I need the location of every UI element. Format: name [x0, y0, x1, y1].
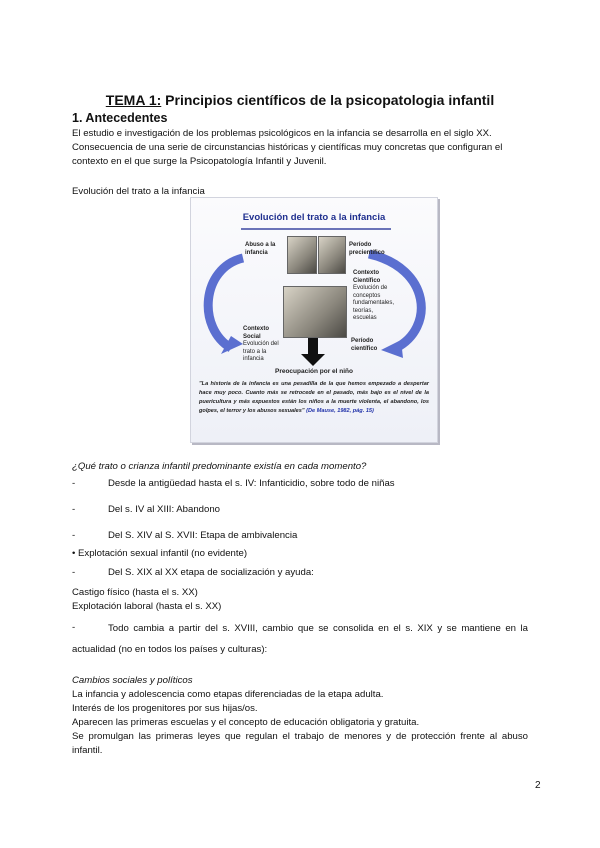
down-arrow-shaft	[308, 336, 318, 354]
bullet-dash: -	[72, 504, 76, 515]
title-text: Principios científicos de la psicopatologia infantil	[161, 92, 495, 108]
quote-text: "La historia de la infancia es una pesadilla de la que hemos empezado a despertar hace muy poco. Cuanto más se retrocede en el pasado, más bajo es el nivel de la puericultura y más expuestos están los niños a la muerte violenta, el abandono, los golpes, el terror y los abusos sexuales"	[199, 381, 429, 414]
cambios-line: La infancia y adolescencia como etapas diferenciadas de la etapa adulta.	[72, 689, 384, 700]
label-pc-line1: Período	[351, 338, 374, 344]
bullet-dash: -	[72, 478, 76, 489]
page-title	[0, 91, 600, 109]
tema-label: TEMA 1:	[105, 92, 162, 108]
label-cs-line1: Contexto	[243, 326, 269, 332]
label-cc-line4: conceptos	[353, 292, 381, 299]
label-cs-line4: trato a la	[243, 348, 267, 355]
intro-line-2: Consecuencia de una serie de circunstancias históricas y científicas muy concretas que configuran el	[72, 142, 503, 153]
cambios-line: Se promulgan las primeras leyes que regulan el trabajo de menores y de protección frente al abuso	[72, 731, 528, 742]
label-pc-line2: científico	[351, 345, 378, 352]
bullet-item-wide: Todo cambia a partir del s. XVIII, cambio que se consolida en el s. XIX y se mantiene en la	[108, 623, 528, 634]
question-text: ¿Qué trato o crianza infantil predominante existía en cada momento?	[72, 461, 367, 472]
label-abuso-line2: infancia	[245, 249, 268, 256]
label-periodo-cientifico	[351, 338, 377, 353]
label-cc-line1: Contexto	[353, 270, 379, 276]
label-abuso	[245, 242, 275, 257]
label-cc-line5: fundamentales,	[353, 300, 395, 306]
right-arrow-head	[381, 340, 403, 358]
evolucion-label: Evolución del trato a la infancia	[72, 186, 205, 197]
intro-line-3: contexto en el que surge la Psicopatología Infantil y Juvenil.	[72, 156, 327, 167]
bullet-item: Del S. XIX al XX etapa de socialización y ayuda:	[108, 567, 314, 578]
bullet-subitem: Explotación laboral (hasta el s. XX)	[72, 601, 222, 612]
down-arrow-head	[301, 354, 325, 366]
historic-image-2	[318, 236, 346, 274]
label-cc-line2: Científico	[353, 277, 381, 284]
page-number: 2	[535, 780, 541, 791]
figure-title: Evolución del trato a la infancia	[242, 212, 386, 223]
label-contexto-social	[243, 326, 279, 364]
cambios-line: Aparecen las primeras escuelas y el concepto de educación obligatoria y gratuita.	[72, 717, 420, 728]
label-periodo-precientifico	[349, 242, 385, 257]
bullet-subitem: • Explotación sexual infantil (no evidente)	[72, 548, 248, 559]
bullet-item-continuation: actualidad (no en todos los países y culturas):	[72, 644, 268, 655]
bullet-dash: -	[72, 530, 76, 541]
bullet-item: Del s. IV al XIII: Abandono	[108, 504, 220, 515]
quote-source: (De Mause, 1982, pág. 15)	[306, 408, 374, 414]
cambios-line: infantil.	[72, 745, 103, 756]
label-cs-line2: Social	[243, 333, 261, 340]
label-pre-line2: precientífico	[349, 249, 385, 256]
left-arc-arrow	[208, 258, 243, 348]
label-preocupacion: Preocupación por el niño	[274, 368, 353, 375]
label-cc-line7: escuelas	[353, 315, 377, 321]
label-contexto-cientifico	[353, 270, 394, 323]
label-cc-line6: teorías,	[353, 307, 374, 314]
cambios-title: Cambios sociales y políticos	[72, 675, 193, 686]
section-heading: 1. Antecedentes	[72, 111, 168, 125]
bullet-dash: -	[72, 567, 76, 578]
cambios-line: Interés de los progenitores por sus hijas/os.	[72, 703, 258, 714]
bullet-subitem: Castigo físico (hasta el s. XX)	[72, 587, 198, 598]
evolution-figure	[190, 197, 438, 443]
label-abuso-line1: Abuso a la	[245, 242, 276, 248]
historic-photo-children	[283, 286, 347, 338]
bullet-dash: -	[72, 622, 76, 633]
label-cs-line5: infancia	[243, 356, 264, 362]
historic-image-1	[287, 236, 317, 274]
figure-quote	[199, 380, 429, 416]
label-pre-line1: Período	[349, 242, 372, 248]
bullet-item: Del S. XIV al S. XVII: Etapa de ambivalencia	[108, 530, 298, 541]
intro-line-1: El estudio e investigación de los problemas psicológicos en la infancia se desarrolla en el siglo XX.	[72, 128, 492, 139]
figure-title-underline	[241, 228, 391, 230]
label-cc-line3: Evolución de	[353, 285, 388, 291]
bullet-item: Desde la antigüedad hasta el s. IV: Infanticidio, sobre todo de niñas	[108, 478, 395, 489]
label-cs-line3: Evolución del	[243, 341, 279, 347]
